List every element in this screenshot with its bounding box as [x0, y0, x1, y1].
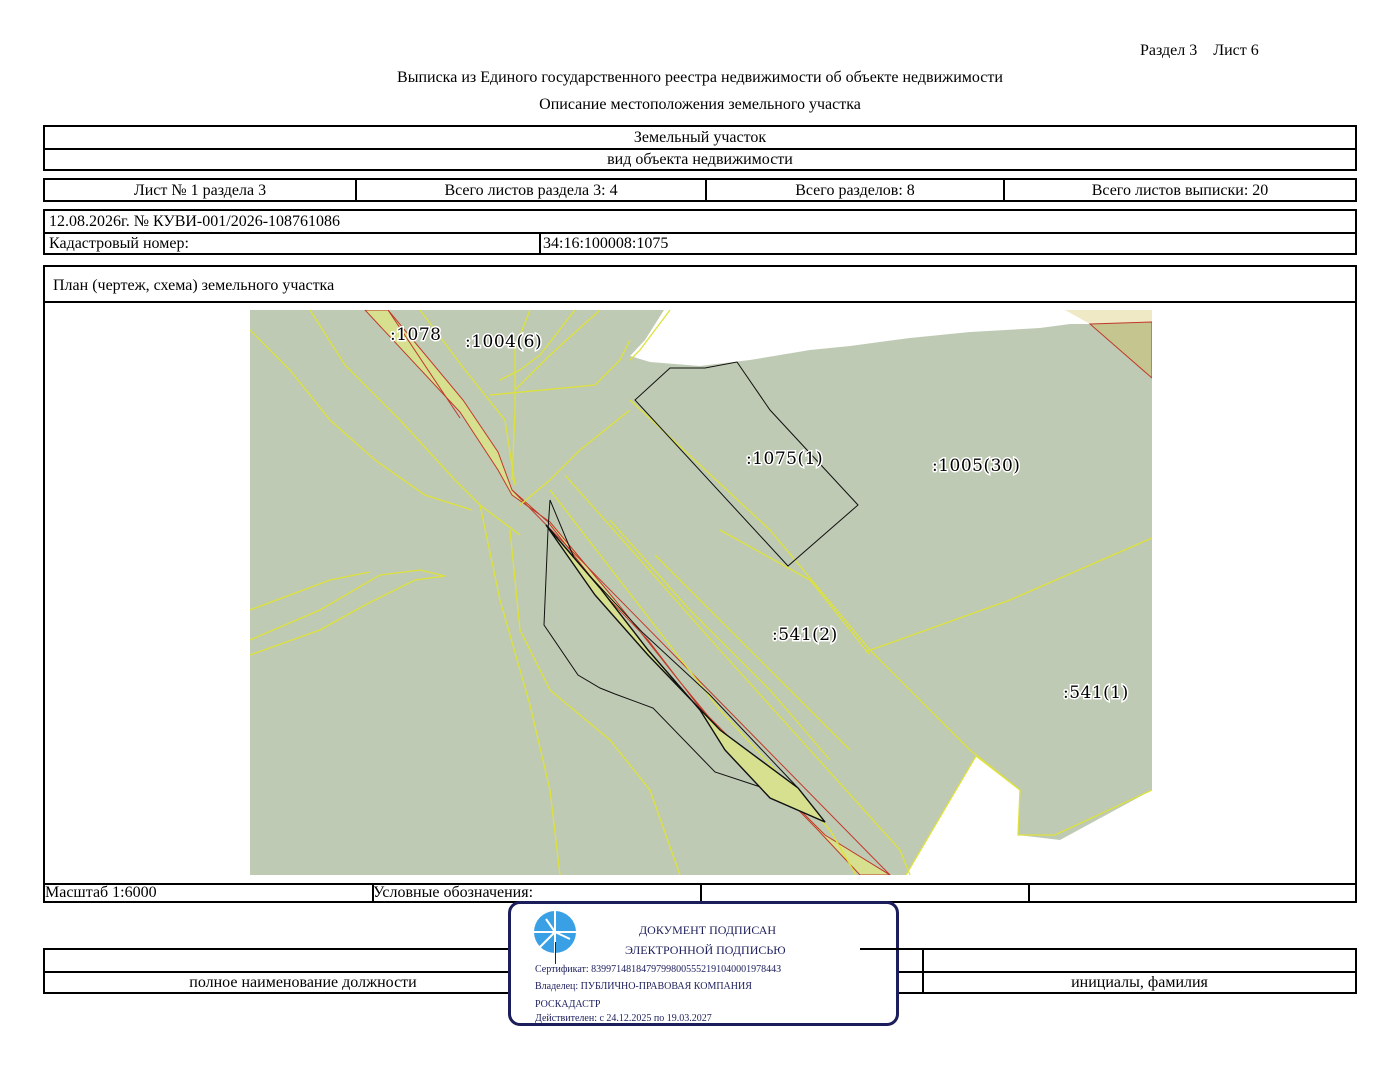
name-caption: инициалы, фамилия — [1071, 974, 1208, 991]
sheet-of-section: Лист № 1 раздела 3 — [133, 182, 267, 199]
document-subtitle: Описание местоположения земельного участка — [539, 96, 861, 113]
label-541-1: :541(1) — [1063, 683, 1129, 703]
record-date-number: 12.08.2026г. № КУВИ-001/2026-108761086 — [49, 213, 341, 230]
stamp-owner: Владелец: ПУБЛИЧНО-ПРАВОВАЯ КОМПАНИЯ — [535, 981, 752, 992]
label-541-2: :541(2) — [772, 625, 838, 645]
stamp-line-2: ЭЛЕКТРОННОЙ ПОДПИСЬЮ — [625, 943, 786, 957]
label-1075-1: :1075(1) — [746, 449, 824, 469]
total-extract-sheets: Всего листов выписки: 20 — [1091, 182, 1269, 199]
label-1078: :1078 — [390, 325, 442, 345]
object-type-table — [43, 125, 1357, 171]
object-name: Земельный участок — [633, 129, 767, 146]
sheets-table — [43, 178, 1357, 202]
cadastral-map — [250, 310, 1152, 875]
legend-label: Условные обозначения: — [373, 884, 534, 901]
document-title: Выписка из Единого государственного реестра недвижимости об объекте недвижимости — [397, 69, 1003, 86]
stamp-certificate: Сертификат: 8399714818479799800555219104000197844З — [535, 964, 782, 975]
object-kind-caption: вид объекта недвижимости — [607, 151, 793, 168]
label-1005-30: :1005(30) — [932, 456, 1021, 476]
label-1004-6: :1004(6) — [465, 332, 543, 352]
electronic-signature-stamp — [508, 901, 899, 1026]
stamp-owner-2: РОСКАДАСТР — [535, 999, 601, 1010]
total-sections: Всего разделов: 8 — [795, 182, 915, 199]
section-sheet-label: Раздел 3 Лист 6 — [1140, 42, 1259, 59]
plan-caption: План (чертеж, схема) земельного участка — [53, 277, 335, 294]
total-section-sheets: Всего листов раздела 3: 4 — [444, 182, 618, 199]
record-table — [43, 209, 1357, 255]
stamp-valid: Действителен: с 24.12.2025 по 19.03.2027 — [535, 1013, 712, 1024]
scale-label: Масштаб 1:6000 — [45, 884, 157, 901]
stamp-line-1: ДОКУМЕНТ ПОДПИСАН — [639, 923, 777, 937]
cadastral-number-label: Кадастровый номер: — [49, 235, 189, 252]
cadastral-number-value: 34:16:100008:1075 — [543, 235, 669, 252]
position-caption: полное наименование должности — [189, 974, 417, 991]
